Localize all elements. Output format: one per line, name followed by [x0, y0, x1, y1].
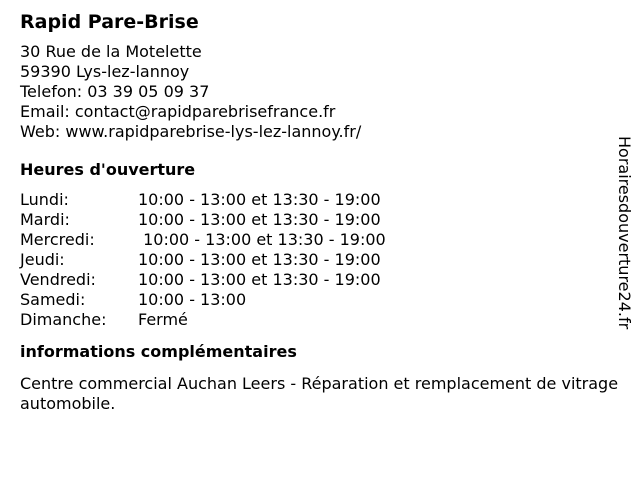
hours-row-wednesday [20, 230, 610, 250]
hours-time: 10:00 - 13:00 et 13:30 - 19:00 [138, 250, 381, 269]
phone-number: Telefon: 03 39 05 09 37 [20, 82, 210, 101]
address-city: 59390 Lys-lez-lannoy [20, 62, 190, 81]
hours-row-thursday [20, 250, 610, 270]
website-url: Web: www.rapidparebrise-lys-lez-lannoy.fr/ [20, 122, 362, 141]
site-watermark: Horairesdouverture24.fr [615, 136, 634, 330]
hours-time: 10:00 - 13:00 et 13:30 - 19:00 [138, 190, 381, 209]
opening-hours-heading: Heures d'ouverture [20, 160, 196, 179]
hours-row-sunday [20, 310, 610, 330]
hours-time: 10:00 - 13:00 et 13:30 - 19:00 [138, 270, 381, 289]
opening-hours-table [20, 190, 610, 330]
hours-day: Mardi: [20, 210, 70, 229]
address-block [20, 42, 610, 142]
business-card [20, 0, 619, 414]
hours-row-saturday [20, 290, 610, 310]
additional-info-text: Centre commercial Auchan Leers - Réparation et remplacement de vitrage automobile. [20, 374, 619, 413]
email-address: Email: contact@rapidparebrisefrance.fr [20, 102, 336, 121]
hours-day: Vendredi: [20, 270, 96, 289]
hours-row-tuesday [20, 210, 610, 230]
hours-time: 10:00 - 13:00 et 13:30 - 19:00 [138, 230, 386, 249]
hours-time: 10:00 - 13:00 [138, 290, 247, 309]
hours-day: Samedi: [20, 290, 86, 309]
hours-time: 10:00 - 13:00 et 13:30 - 19:00 [138, 210, 381, 229]
address-street: 30 Rue de la Motelette [20, 42, 202, 61]
additional-info-heading: informations complémentaires [20, 342, 297, 361]
hours-day: Mercredi: [20, 230, 95, 249]
hours-row-friday [20, 270, 610, 290]
hours-day: Jeudi: [20, 250, 65, 269]
hours-time: Fermé [138, 310, 188, 329]
hours-row-monday [20, 190, 610, 210]
business-name: Rapid Pare-Brise [20, 11, 199, 33]
hours-day: Lundi: [20, 190, 69, 209]
hours-day: Dimanche: [20, 310, 107, 329]
